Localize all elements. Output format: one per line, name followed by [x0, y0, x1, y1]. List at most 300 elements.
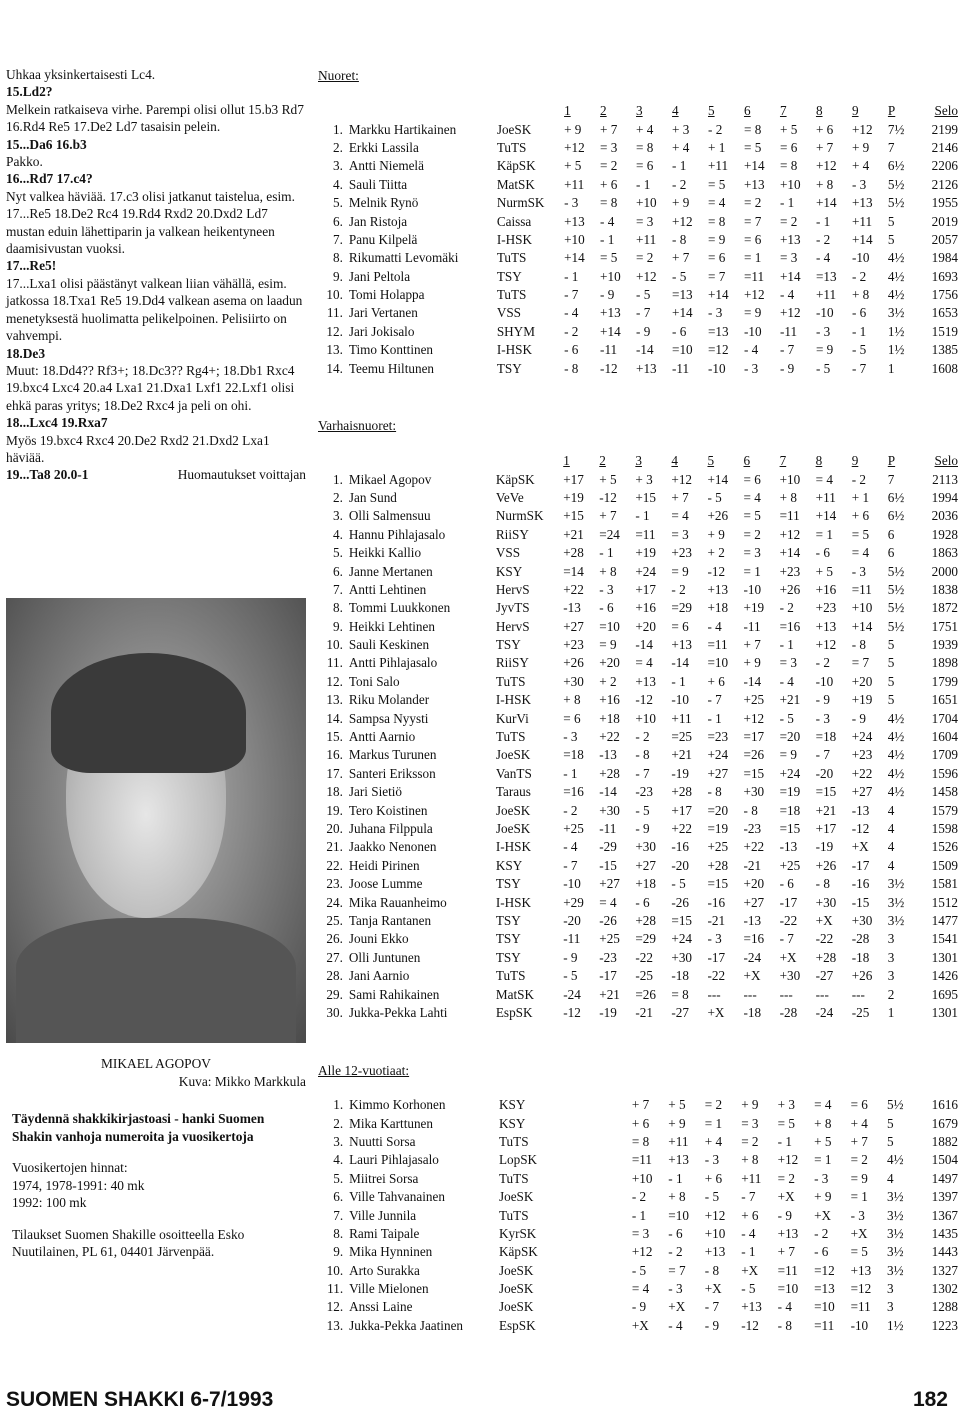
round-result-cell: +18: [635, 876, 656, 892]
round-result-cell: +23: [779, 563, 801, 579]
club-cell: KyrSK: [498, 1225, 537, 1241]
round-result-cell: - 2: [668, 1244, 683, 1260]
round-result-cell: -26: [599, 912, 617, 928]
round-result-cell: + 4: [850, 1115, 868, 1131]
round-result-cell: =13: [814, 1281, 835, 1297]
club-cell: TuTS: [498, 1133, 529, 1149]
round-result-cell: -12: [563, 1004, 581, 1020]
round-result-cell: +12: [564, 139, 585, 155]
rating-cell: 1526: [931, 839, 958, 855]
round-result-cell: = 2: [636, 250, 654, 266]
round-result-cell: - 4: [779, 673, 794, 689]
player-name-cell: Mika Hynninen: [349, 1244, 433, 1260]
points-cell: 1½: [887, 323, 905, 339]
round-result-cell: =11: [631, 1152, 652, 1168]
header-cell: Selo: [934, 103, 958, 119]
club-cell: EspSK: [498, 1317, 536, 1333]
round-result-cell: + 4: [704, 1133, 723, 1149]
club-cell: TSY: [495, 912, 521, 928]
round-result-cell: +11: [851, 213, 873, 229]
round-result-cell: =11: [814, 1317, 835, 1333]
table-row: [318, 1114, 960, 1132]
player-name-cell: Jani Aarnio: [348, 968, 410, 984]
annotation-paragraph: [6, 101, 306, 136]
round-result-cell: -12: [741, 1317, 759, 1333]
round-result-cell: - 2: [779, 600, 794, 616]
player-name-cell: Heikki Lehtinen: [348, 618, 435, 634]
comment-line: Uhkaa yksinkertaisesti Lc4.: [6, 67, 156, 82]
round-result-cell: -13: [599, 747, 617, 763]
rank-cell: 12.: [326, 323, 343, 339]
round-result-cell: - 1: [671, 673, 686, 689]
round-result-cell: -10: [815, 673, 834, 689]
round-result-cell: -24: [743, 949, 762, 965]
round-result-cell: +22: [851, 765, 873, 781]
round-result-cell: +19: [635, 545, 656, 561]
table-row: [318, 304, 960, 322]
round-result-cell: -14: [599, 784, 617, 800]
rank-cell: 9.: [333, 1244, 344, 1260]
points-cell: 3½: [887, 912, 905, 928]
round-result-cell: = 2: [743, 526, 761, 542]
points-cell: 7½: [887, 121, 905, 137]
round-result-cell: - 1: [635, 508, 650, 524]
club-cell: KäpSK: [496, 158, 536, 174]
player-name-cell: Jani Peltola: [348, 268, 411, 284]
rating-cell: 2036: [931, 508, 958, 524]
round-result-cell: = 4: [599, 894, 617, 910]
round-result-cell: = 9: [671, 563, 689, 579]
round-result-cell: - 9: [777, 1207, 792, 1223]
round-result-cell: -16: [671, 839, 689, 855]
round-result-cell: = 8: [631, 1133, 650, 1149]
round-result-cell: - 4: [743, 342, 759, 358]
move-line: 19...Ta8 20.0-1: [6, 467, 89, 483]
round-result-cell: - 4: [564, 305, 579, 321]
rank-cell: 21.: [326, 839, 343, 855]
round-result-cell: - 1: [668, 1170, 683, 1186]
player-name-cell: Juhana Filppula: [348, 821, 433, 836]
player-name-cell: Jukka-Pekka Jaatinen: [349, 1317, 464, 1333]
rank-cell: 13.: [326, 1317, 344, 1333]
rank-cell: 7.: [333, 581, 343, 597]
rating-cell: 1367: [931, 1207, 958, 1223]
rank-cell: 1.: [333, 1097, 344, 1113]
rank-cell: 8.: [333, 1225, 344, 1241]
round-result-cell: +23: [815, 600, 837, 616]
player-name-cell: Panu Kilpelä: [348, 231, 418, 247]
table-row: [318, 673, 960, 691]
header-cell: P: [887, 103, 896, 119]
footer-title: SUOMEN SHAKKI 6-7/1993: [6, 1388, 274, 1411]
round-result-cell: - 8: [815, 876, 830, 892]
round-result-cell: =15: [815, 784, 837, 800]
club-cell: RiiSY: [495, 655, 529, 671]
round-result-cell: -16: [707, 894, 726, 910]
round-result-cell: = 4: [851, 545, 870, 561]
round-result-cell: = 6: [743, 231, 762, 247]
round-result-cell: +22: [743, 839, 765, 855]
round-result-cell: +X: [707, 1004, 725, 1020]
club-cell: JoeSK: [498, 1281, 534, 1297]
rating-cell: 1651: [931, 692, 958, 708]
round-result-cell: - 5: [815, 360, 831, 376]
points-cell: 1½: [887, 1317, 904, 1333]
round-result-cell: + 6: [741, 1207, 759, 1223]
points-cell: 3: [887, 1281, 894, 1297]
round-result-cell: +19: [851, 692, 873, 708]
round-result-cell: = 8: [636, 139, 654, 155]
round-result-cell: -19: [815, 839, 834, 855]
club-cell: KSY: [498, 1115, 526, 1131]
round-result-cell: = 7: [851, 655, 870, 671]
rating-cell: 1693: [931, 268, 958, 284]
round-result-cell: +26: [707, 508, 729, 524]
round-result-cell: +14: [815, 508, 837, 524]
round-result-cell: = 6: [636, 158, 654, 174]
player-name-cell: Santeri Eriksson: [348, 765, 436, 781]
player-name-cell: Erkki Lassila: [348, 139, 419, 155]
round-result-cell: +22: [599, 729, 620, 745]
player-name-cell: Nuutti Sorsa: [349, 1133, 416, 1149]
rank-cell: 3.: [333, 508, 343, 524]
round-result-cell: +25: [563, 821, 584, 836]
club-cell: HervS: [495, 618, 530, 634]
round-result-cell: =11: [635, 526, 656, 542]
round-result-cell: = 2: [850, 1152, 868, 1168]
round-result-cell: +11: [636, 231, 657, 247]
round-result-cell: +24: [671, 931, 693, 947]
round-result-cell: +11: [671, 710, 692, 726]
club-cell: Caissa: [496, 213, 532, 229]
round-result-cell: - 1: [600, 231, 615, 247]
round-result-cell: + 5: [779, 121, 798, 137]
player-name-cell: Sami Rahikainen: [348, 986, 440, 1002]
rating-cell: 1872: [931, 600, 958, 616]
round-result-cell: - 6: [851, 305, 867, 321]
round-result-cell: +24: [851, 729, 873, 745]
round-result-cell: - 2: [631, 1189, 647, 1205]
round-result-cell: +28: [815, 949, 837, 965]
round-result-cell: = 4: [631, 1281, 650, 1297]
points-cell: 3: [887, 968, 895, 984]
club-cell: KäpSK: [498, 1244, 538, 1260]
comment-line: Myös 19.bxc4 Rxc4 20.De2 Rxd2 21.Dxd2 Lxa1 häviää.: [6, 432, 270, 465]
round-result-cell: + 8: [851, 287, 870, 303]
round-result-cell: + 8: [563, 692, 581, 708]
round-result-cell: +30: [563, 673, 584, 689]
rank-cell: 10.: [326, 1262, 344, 1278]
rating-cell: 1458: [931, 784, 958, 800]
player-name-cell: Jouni Ekko: [348, 931, 409, 947]
round-result-cell: +12: [815, 637, 837, 653]
round-result-cell: +X: [777, 1189, 795, 1205]
annotation-paragraph: [6, 432, 306, 467]
round-result-cell: +10: [779, 471, 801, 487]
round-result-cell: = 3: [600, 139, 618, 155]
table-nuoret: [318, 102, 960, 378]
rank-cell: 2.: [332, 139, 343, 155]
table-row: [318, 359, 960, 377]
round-result-cell: =25: [671, 729, 693, 745]
round-result-cell: - 8: [851, 637, 867, 653]
rank-cell: 30.: [326, 1004, 343, 1020]
club-cell: KäpSK: [495, 471, 535, 487]
club-cell: KSY: [495, 563, 523, 579]
table-row: [318, 838, 960, 856]
table-row: [318, 1243, 960, 1261]
annotation-paragraph: [6, 257, 306, 274]
round-result-cell: - 1: [564, 268, 579, 284]
table-row: [318, 691, 960, 709]
round-result-cell: +13: [636, 360, 657, 376]
round-result-cell: - 2: [672, 176, 687, 192]
rating-cell: 1799: [931, 673, 958, 689]
player-name-cell: Sauli Tiitta: [348, 176, 408, 192]
round-result-cell: + 9: [741, 1097, 759, 1113]
round-result-cell: = 6: [708, 250, 726, 266]
rating-cell: 1695: [931, 986, 958, 1002]
round-result-cell: = 1: [704, 1115, 723, 1131]
header-cell: [494, 452, 561, 470]
round-result-cell: = 1: [815, 526, 833, 542]
player-name-cell: Jari Jokisalo: [348, 323, 415, 339]
round-result-cell: = 9: [599, 637, 617, 653]
round-result-cell: - 1: [779, 637, 794, 653]
rating-cell: 1385: [931, 342, 958, 358]
header-cell: 6: [743, 453, 751, 469]
round-result-cell: - 4: [707, 618, 722, 634]
round-result-cell: + 8: [668, 1189, 686, 1205]
round-result-cell: - 1: [777, 1133, 792, 1149]
rank-cell: 5.: [333, 1170, 344, 1186]
table-alle12: [318, 1096, 960, 1335]
rank-cell: 8.: [333, 600, 343, 616]
rank-cell: 3.: [333, 1133, 344, 1149]
round-result-cell: = 3: [631, 1225, 650, 1241]
round-result-cell: =16: [779, 618, 801, 634]
table-row: [318, 1188, 960, 1206]
rank-cell: 18.: [326, 784, 343, 800]
round-result-cell: + 5: [599, 471, 617, 487]
rank-cell: 11.: [327, 1281, 344, 1297]
table-row: [318, 1170, 960, 1188]
round-result-cell: =17: [743, 729, 765, 745]
rating-cell: 1596: [931, 765, 958, 781]
rank-cell: 15.: [326, 729, 343, 745]
section-title-alle12: Alle 12-vuotiaat:: [318, 1063, 410, 1078]
round-result-cell: - 5: [635, 802, 650, 818]
round-result-cell: - 2: [815, 231, 831, 247]
round-result-cell: +14: [851, 618, 873, 634]
round-result-cell: +16: [635, 600, 656, 616]
table-row: [318, 654, 960, 672]
round-result-cell: +20: [635, 618, 656, 634]
rating-cell: 2199: [931, 121, 958, 137]
round-result-cell: - 4: [741, 1225, 756, 1241]
round-result-cell: + 8: [815, 176, 834, 192]
player-name-cell: Antti Pihlajasalo: [348, 655, 438, 671]
photo-hair: [51, 653, 246, 773]
player-name-cell: Markus Turunen: [348, 747, 437, 763]
player-name-cell: Olli Juntunen: [348, 949, 421, 965]
round-result-cell: +20: [743, 876, 765, 892]
club-cell: EspSK: [495, 1004, 533, 1020]
round-result-cell: =18: [815, 729, 837, 745]
round-result-cell: - 7: [704, 1299, 720, 1315]
round-result-cell: -28: [779, 1004, 798, 1020]
rank-cell: 4.: [333, 1152, 344, 1168]
annotation-paragraph: [6, 136, 306, 153]
round-result-cell: =10: [668, 1207, 689, 1223]
round-result-cell: -11: [600, 342, 618, 358]
round-result-cell: +10: [631, 1170, 653, 1186]
comment-line: Melkein ratkaiseva virhe. Parempi olisi ollut 15.b3 Rd7 16.Rd4 Re5 17.De2 Ld7 tasaisin pelein.: [6, 101, 304, 135]
round-result-cell: +30: [599, 802, 620, 818]
round-result-cell: = 4: [671, 508, 689, 524]
points-cell: 6½: [887, 489, 905, 505]
round-result-cell: + 5: [564, 158, 582, 174]
club-cell: I-HSK: [495, 894, 532, 910]
round-result-cell: -14: [636, 342, 654, 358]
club-cell: TuTS: [496, 250, 527, 266]
round-result-cell: + 7: [671, 489, 689, 505]
round-result-cell: + 4: [636, 121, 654, 137]
rank-cell: 3.: [332, 158, 343, 174]
round-result-cell: + 4: [672, 139, 690, 155]
table-row: [318, 212, 960, 230]
club-cell: LopSK: [498, 1152, 538, 1168]
rank-cell: 20.: [326, 821, 343, 836]
round-result-cell: + 7: [672, 250, 690, 266]
round-result-cell: +13: [707, 581, 729, 597]
table-row: [318, 286, 960, 304]
rank-cell: 14.: [326, 710, 343, 726]
annotation-paragraph: [6, 66, 306, 83]
round-result-cell: + 9: [851, 139, 870, 155]
club-cell: VanTS: [495, 765, 532, 781]
move-line: 17...Re5!: [6, 258, 57, 274]
rank-cell: 14.: [326, 360, 343, 376]
round-result-cell: = 1: [743, 563, 761, 579]
annotation-paragraph: [6, 345, 306, 362]
round-result-cell: - 2: [851, 268, 867, 284]
round-result-cell: = 6: [850, 1097, 868, 1113]
rating-cell: 1616: [931, 1097, 958, 1113]
round-result-cell: =10: [599, 618, 620, 634]
player-name-cell: Markku Hartikainen: [348, 121, 457, 137]
rank-cell: 6.: [332, 213, 343, 229]
round-result-cell: +24: [707, 747, 729, 763]
round-result-cell: +10: [704, 1225, 726, 1241]
round-result-cell: =11: [779, 508, 800, 524]
rating-cell: 1504: [931, 1152, 958, 1168]
round-result-cell: = 2: [743, 195, 762, 211]
points-cell: 2: [887, 986, 895, 1002]
round-result-cell: +11: [564, 176, 585, 192]
club-cell: I-HSK: [496, 342, 532, 358]
points-cell: 4½: [887, 729, 905, 745]
player-name-cell: Lauri Pihlajasalo: [349, 1152, 439, 1168]
round-result-cell: =13: [708, 323, 729, 339]
round-result-cell: +13: [671, 637, 693, 653]
table-row: [318, 765, 960, 783]
round-result-cell: + 7: [600, 121, 618, 137]
rank-cell: 17.: [326, 765, 343, 781]
player-name-cell: Jan Sund: [348, 489, 397, 505]
player-name-cell: Rikumatti Levomäki: [348, 250, 459, 266]
round-result-cell: - 3: [815, 323, 831, 339]
round-result-cell: ---: [779, 986, 793, 1002]
rank-cell: 2.: [333, 489, 343, 505]
round-result-cell: + 6: [707, 673, 725, 689]
prices-title: Vuosikertojen hinnat:: [12, 1160, 128, 1175]
player-name-cell: Jan Ristoja: [348, 213, 408, 229]
round-result-cell: - 1: [851, 323, 867, 339]
round-result-cell: +X: [741, 1262, 759, 1278]
move-line: 15...Da6 16.b3: [6, 136, 87, 152]
round-result-cell: - 6: [635, 894, 650, 910]
round-result-cell: +12: [704, 1207, 726, 1223]
round-result-cell: + 3: [672, 121, 690, 137]
annotation-paragraph: [6, 170, 306, 187]
player-name-cell: Antti Aarnio: [348, 729, 416, 745]
points-cell: 7: [887, 471, 895, 487]
rank-cell: 28.: [326, 968, 343, 984]
round-result-cell: +28: [563, 545, 584, 561]
round-result-cell: - 2: [708, 121, 723, 137]
rank-cell: 1.: [332, 121, 343, 137]
rank-cell: 23.: [326, 876, 343, 892]
header-cell: 2: [600, 103, 607, 119]
rank-cell: 9.: [332, 268, 343, 284]
table-row: [318, 875, 960, 893]
round-result-cell: = 2: [704, 1097, 723, 1113]
round-result-cell: + 8: [814, 1115, 832, 1131]
header-cell: 1: [563, 453, 570, 469]
table-row: [318, 893, 960, 911]
points-cell: 4: [887, 802, 895, 818]
header-cell: 3: [635, 453, 642, 469]
round-result-cell: +30: [635, 839, 656, 855]
club-cell: JyvTS: [495, 600, 530, 616]
player-name-cell: Sauli Keskinen: [348, 637, 430, 653]
club-cell: TSY: [495, 949, 521, 965]
header-cell: [495, 102, 562, 120]
header-cell: 3: [636, 103, 643, 119]
round-result-cell: =19: [707, 821, 729, 836]
round-result-cell: - 7: [815, 747, 830, 763]
round-result-cell: = 3: [741, 1115, 759, 1131]
round-result-cell: +29: [563, 894, 584, 910]
rank-cell: 11.: [326, 655, 343, 671]
round-result-cell: =26: [743, 747, 765, 763]
club-cell: TuTS: [498, 1170, 529, 1186]
round-result-cell: - 8: [635, 747, 650, 763]
round-result-cell: +10: [779, 176, 801, 192]
round-result-cell: +12: [779, 526, 801, 542]
player-name-cell: Anssi Laine: [349, 1299, 413, 1315]
round-result-cell: - 1: [636, 176, 651, 192]
round-result-cell: + 9: [564, 121, 582, 137]
rank-cell: 29.: [326, 986, 343, 1002]
round-result-cell: +13: [779, 231, 801, 247]
rating-cell: 2146: [931, 139, 958, 155]
table-row: [318, 323, 960, 341]
round-result-cell: +12: [636, 268, 657, 284]
round-result-cell: - 8: [777, 1317, 792, 1333]
round-result-cell: -10: [708, 360, 726, 376]
